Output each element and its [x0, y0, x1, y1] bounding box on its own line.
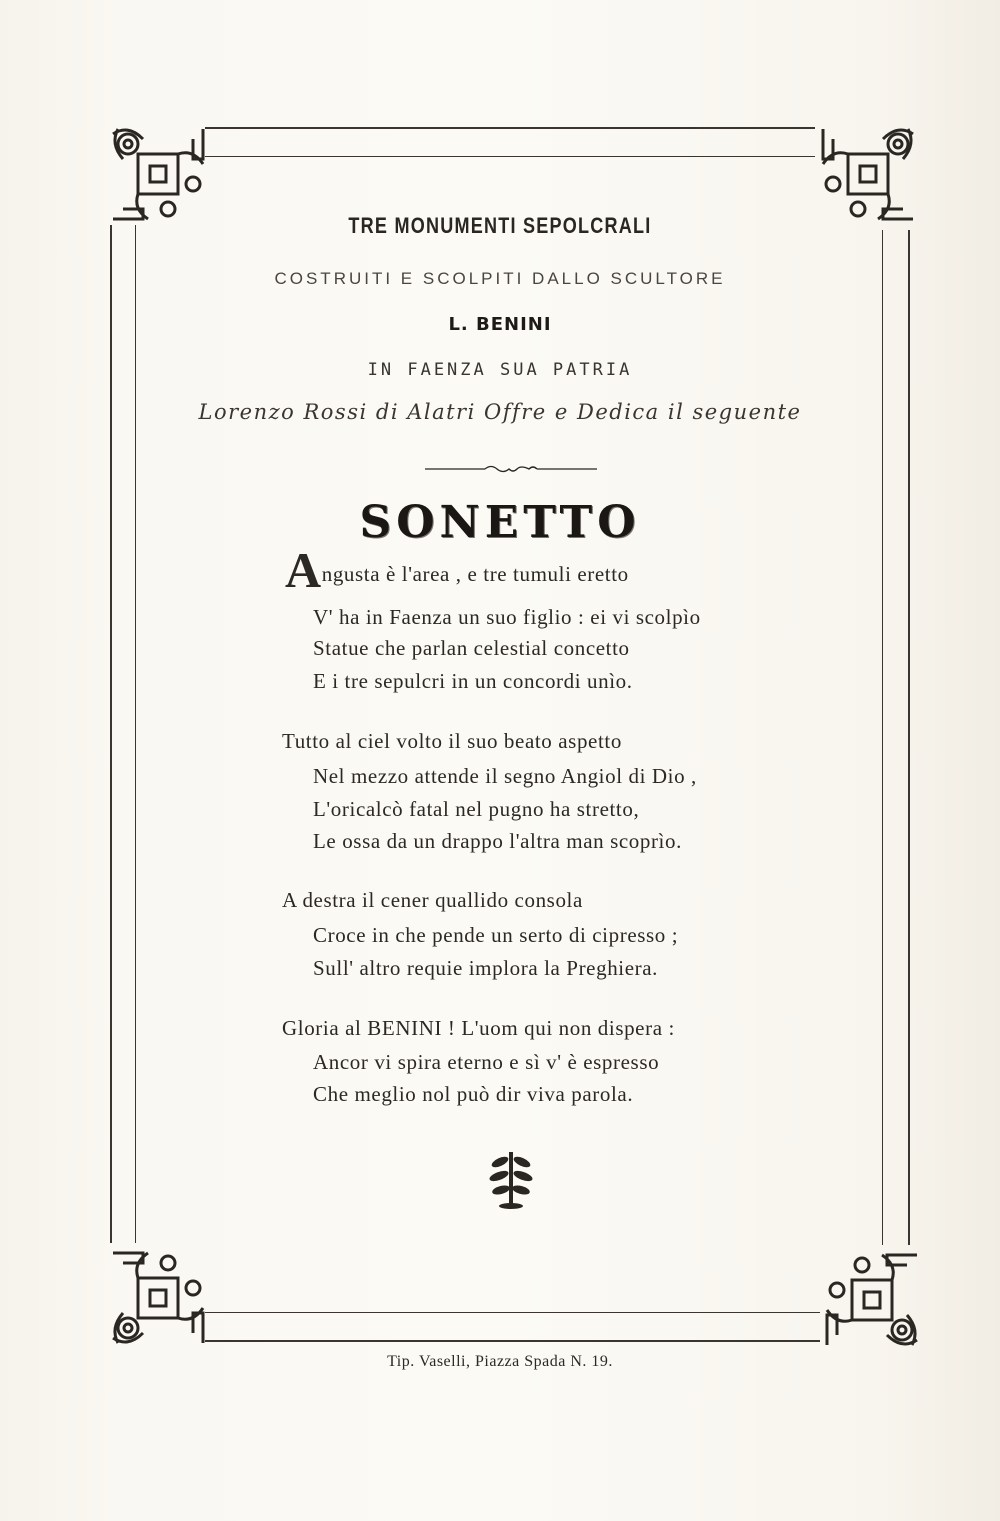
frame-top-inner: [205, 156, 815, 157]
sculptor-name: L. BENINI: [448, 314, 552, 335]
printer-imprint: Tip. Vaselli, Piazza Spada N. 19.: [387, 1353, 613, 1370]
verse-line: Sull' altro requie implora la Preghiera.: [313, 956, 659, 980]
city-line: IN FAENZA SUA PATRIA: [367, 360, 633, 380]
verse-line: Nel mezzo attende il segno Angiol di Dio ,: [313, 764, 697, 788]
verse-line: Gloria al BENINI ! L'uom qui non dispera :: [282, 1016, 675, 1040]
verse-line: Ancor vi spira eterno e sì v' è espresso: [313, 1050, 660, 1074]
frame-bottom-inner: [205, 1312, 820, 1313]
frame-right-outer: [908, 230, 910, 1245]
verse-line: Che meglio nol può dir viva parola.: [313, 1082, 634, 1106]
sonnet-heading: SONETTO: [359, 497, 641, 548]
verse-line: Le ossa da un drappo l'altra man scoprìo.: [313, 829, 682, 853]
verse-line: L'oricalcò fatal nel pugno ha stretto,: [313, 797, 640, 821]
verse-line: E i tre sepulcri in un concordi unìo.: [313, 669, 633, 693]
verse-line: Tutto al ciel volto il suo beato aspetto: [282, 729, 622, 753]
frame-bottom-outer: [205, 1340, 820, 1342]
verse-line: V' ha in Faenza un suo figlio : ei vi scolpìo: [313, 605, 701, 629]
verse-line: Statue che parlan celestial concetto: [313, 636, 630, 660]
drop-cap: A: [285, 542, 322, 598]
document-title: TRE MONUMENTI SEPOLCRALI: [348, 213, 652, 238]
floral-tailpiece-icon: [488, 1148, 534, 1210]
scroll-corner-ornament-icon: [108, 1238, 218, 1348]
verse-line: Angusta è l'area , e tre tumuli eretto: [285, 542, 629, 598]
dedication-line: Lorenzo Rossi di Alatri Offre e Dedica il seguente: [198, 400, 802, 424]
scroll-divider-icon: [425, 463, 597, 475]
frame-top-outer: [205, 127, 815, 129]
scroll-corner-ornament-icon: [812, 1240, 922, 1350]
document-subtitle: COSTRUITI E SCOLPITI DALLO SCULTORE: [274, 269, 726, 288]
verse-line: Croce in che pende un serto di cipresso ;: [313, 923, 679, 947]
frame-right-inner: [882, 230, 883, 1245]
verse-line: A destra il cener quallido consola: [282, 888, 583, 912]
